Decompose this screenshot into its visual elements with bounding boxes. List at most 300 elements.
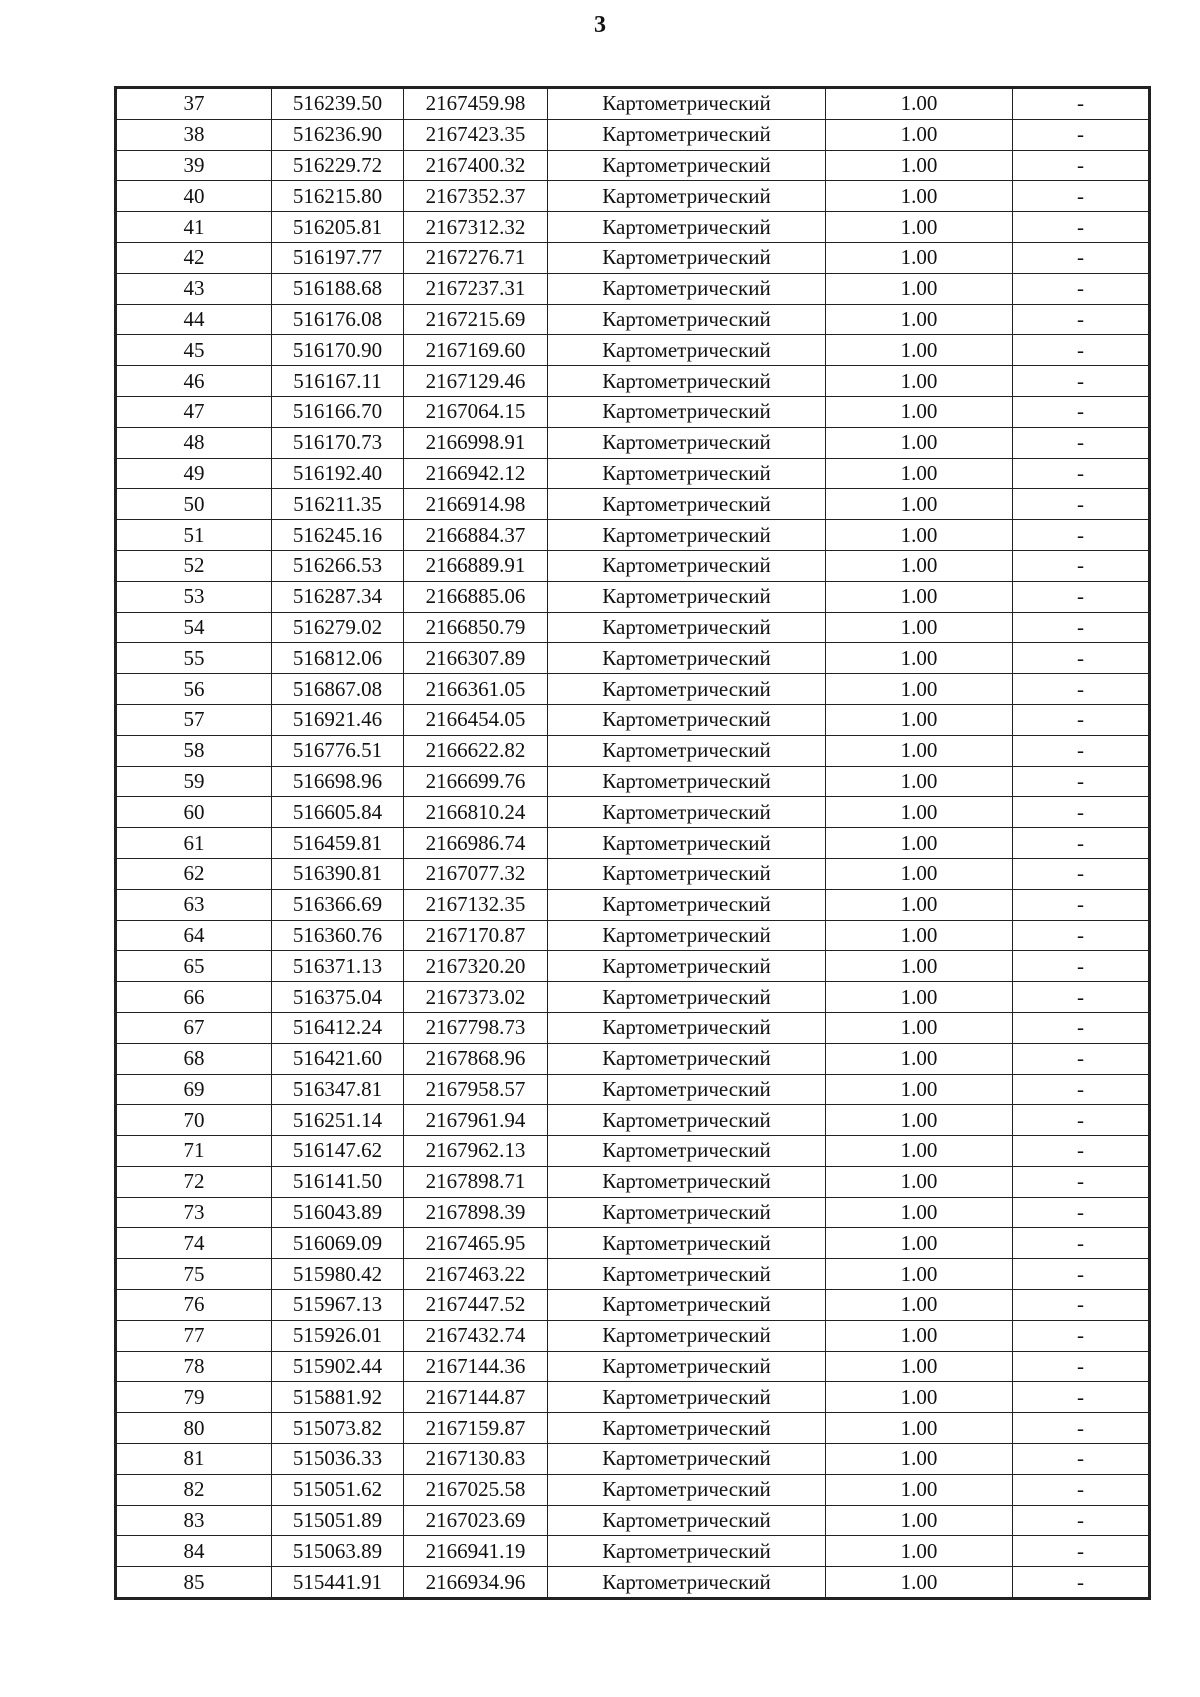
method-cell: Картометрический <box>548 212 826 243</box>
table-row <box>116 1136 1150 1167</box>
coordinate-y-cell: 2167423.35 <box>404 119 548 150</box>
method-cell: Картометрический <box>548 489 826 520</box>
coordinate-y-cell: 2167144.87 <box>404 1382 548 1413</box>
coordinate-y-cell: 2167898.71 <box>404 1166 548 1197</box>
method-cell: Картометрический <box>548 119 826 150</box>
table-row <box>116 427 1150 458</box>
coordinate-y-cell: 2166986.74 <box>404 828 548 859</box>
table-row <box>116 273 1150 304</box>
point-number-cell: 75 <box>116 1259 272 1290</box>
table-row <box>116 304 1150 335</box>
coordinate-y-cell: 2166622.82 <box>404 735 548 766</box>
accuracy-cell: 1.00 <box>826 119 1013 150</box>
method-cell: Картометрический <box>548 951 826 982</box>
coordinate-x-cell: 516921.46 <box>272 704 404 735</box>
note-cell: - <box>1013 1444 1150 1475</box>
coordinate-y-cell: 2166998.91 <box>404 427 548 458</box>
accuracy-cell: 1.00 <box>826 396 1013 427</box>
point-number-cell: 51 <box>116 520 272 551</box>
note-cell: - <box>1013 1166 1150 1197</box>
coordinate-x-cell: 516371.13 <box>272 951 404 982</box>
note-cell: - <box>1013 982 1150 1013</box>
method-cell: Картометрический <box>548 1136 826 1167</box>
point-number-cell: 42 <box>116 242 272 273</box>
point-number-cell: 50 <box>116 489 272 520</box>
method-cell: Картометрический <box>548 520 826 551</box>
note-cell: - <box>1013 1228 1150 1259</box>
point-number-cell: 45 <box>116 335 272 366</box>
note-cell: - <box>1013 1351 1150 1382</box>
note-cell: - <box>1013 1074 1150 1105</box>
point-number-cell: 41 <box>116 212 272 243</box>
point-number-cell: 60 <box>116 797 272 828</box>
accuracy-cell: 1.00 <box>826 1474 1013 1505</box>
coordinate-x-cell: 516375.04 <box>272 982 404 1013</box>
accuracy-cell: 1.00 <box>826 1382 1013 1413</box>
note-cell: - <box>1013 273 1150 304</box>
method-cell: Картометрический <box>548 1074 826 1105</box>
point-number-cell: 37 <box>116 88 272 120</box>
table-row <box>116 1382 1150 1413</box>
point-number-cell: 79 <box>116 1382 272 1413</box>
method-cell: Картометрический <box>548 304 826 335</box>
coordinate-x-cell: 515881.92 <box>272 1382 404 1413</box>
coordinate-y-cell: 2167958.57 <box>404 1074 548 1105</box>
coordinate-y-cell: 2166850.79 <box>404 612 548 643</box>
coordinate-y-cell: 2167898.39 <box>404 1197 548 1228</box>
coordinate-y-cell: 2167400.32 <box>404 150 548 181</box>
method-cell: Картометрический <box>548 1259 826 1290</box>
note-cell: - <box>1013 1012 1150 1043</box>
accuracy-cell: 1.00 <box>826 920 1013 951</box>
method-cell: Картометрический <box>548 1012 826 1043</box>
note-cell: - <box>1013 1536 1150 1567</box>
accuracy-cell: 1.00 <box>826 674 1013 705</box>
note-cell: - <box>1013 119 1150 150</box>
note-cell: - <box>1013 1320 1150 1351</box>
point-number-cell: 53 <box>116 581 272 612</box>
accuracy-cell: 1.00 <box>826 1043 1013 1074</box>
coordinate-x-cell: 515967.13 <box>272 1290 404 1321</box>
coordinate-x-cell: 516390.81 <box>272 858 404 889</box>
note-cell: - <box>1013 1382 1150 1413</box>
accuracy-cell: 1.00 <box>826 581 1013 612</box>
coordinate-y-cell: 2167320.20 <box>404 951 548 982</box>
accuracy-cell: 1.00 <box>826 1536 1013 1567</box>
method-cell: Картометрический <box>548 674 826 705</box>
coordinate-y-cell: 2166885.06 <box>404 581 548 612</box>
table-row <box>116 951 1150 982</box>
point-number-cell: 69 <box>116 1074 272 1105</box>
coordinate-y-cell: 2167132.35 <box>404 889 548 920</box>
point-number-cell: 74 <box>116 1228 272 1259</box>
note-cell: - <box>1013 88 1150 120</box>
accuracy-cell: 1.00 <box>826 520 1013 551</box>
note-cell: - <box>1013 458 1150 489</box>
accuracy-cell: 1.00 <box>826 1074 1013 1105</box>
table-row <box>116 119 1150 150</box>
table-row <box>116 1413 1150 1444</box>
coordinate-y-cell: 2167961.94 <box>404 1105 548 1136</box>
coordinate-y-cell: 2167064.15 <box>404 396 548 427</box>
point-number-cell: 70 <box>116 1105 272 1136</box>
method-cell: Картометрический <box>548 1474 826 1505</box>
accuracy-cell: 1.00 <box>826 1413 1013 1444</box>
coordinate-x-cell: 516211.35 <box>272 489 404 520</box>
table-row <box>116 550 1150 581</box>
method-cell: Картометрический <box>548 550 826 581</box>
accuracy-cell: 1.00 <box>826 612 1013 643</box>
coordinate-y-cell: 2167023.69 <box>404 1505 548 1536</box>
coordinate-y-cell: 2167868.96 <box>404 1043 548 1074</box>
coordinate-y-cell: 2167459.98 <box>404 88 548 120</box>
accuracy-cell: 1.00 <box>826 1228 1013 1259</box>
point-number-cell: 55 <box>116 643 272 674</box>
method-cell: Картометрический <box>548 1536 826 1567</box>
point-number-cell: 85 <box>116 1567 272 1599</box>
method-cell: Картометрический <box>548 889 826 920</box>
coordinate-y-cell: 2167129.46 <box>404 366 548 397</box>
accuracy-cell: 1.00 <box>826 212 1013 243</box>
coordinate-x-cell: 516266.53 <box>272 550 404 581</box>
method-cell: Картометрический <box>548 735 826 766</box>
coordinate-x-cell: 516459.81 <box>272 828 404 859</box>
accuracy-cell: 1.00 <box>826 858 1013 889</box>
accuracy-cell: 1.00 <box>826 1320 1013 1351</box>
coordinate-y-cell: 2167373.02 <box>404 982 548 1013</box>
coordinate-x-cell: 516141.50 <box>272 1166 404 1197</box>
method-cell: Картометрический <box>548 1043 826 1074</box>
coordinate-x-cell: 516192.40 <box>272 458 404 489</box>
note-cell: - <box>1013 396 1150 427</box>
table-row <box>116 366 1150 397</box>
table-row <box>116 335 1150 366</box>
method-cell: Картометрический <box>548 1351 826 1382</box>
coordinate-x-cell: 516239.50 <box>272 88 404 120</box>
accuracy-cell: 1.00 <box>826 951 1013 982</box>
point-number-cell: 46 <box>116 366 272 397</box>
note-cell: - <box>1013 581 1150 612</box>
method-cell: Картометрический <box>548 1444 826 1475</box>
table-row <box>116 150 1150 181</box>
coordinate-y-cell: 2167170.87 <box>404 920 548 951</box>
method-cell: Картометрический <box>548 858 826 889</box>
method-cell: Картометрический <box>548 181 826 212</box>
note-cell: - <box>1013 704 1150 735</box>
note-cell: - <box>1013 212 1150 243</box>
point-number-cell: 54 <box>116 612 272 643</box>
coordinate-y-cell: 2167144.36 <box>404 1351 548 1382</box>
method-cell: Картометрический <box>548 828 826 859</box>
point-number-cell: 56 <box>116 674 272 705</box>
coordinate-x-cell: 515036.33 <box>272 1444 404 1475</box>
table-row <box>116 1074 1150 1105</box>
coordinate-y-cell: 2166934.96 <box>404 1567 548 1599</box>
coordinate-y-cell: 2167130.83 <box>404 1444 548 1475</box>
note-cell: - <box>1013 1567 1150 1599</box>
note-cell: - <box>1013 766 1150 797</box>
table-row <box>116 1536 1150 1567</box>
point-number-cell: 47 <box>116 396 272 427</box>
coordinate-x-cell: 516205.81 <box>272 212 404 243</box>
method-cell: Картометрический <box>548 704 826 735</box>
coordinate-x-cell: 516698.96 <box>272 766 404 797</box>
point-number-cell: 76 <box>116 1290 272 1321</box>
point-number-cell: 78 <box>116 1351 272 1382</box>
method-cell: Картометрический <box>548 797 826 828</box>
coordinate-x-cell: 516215.80 <box>272 181 404 212</box>
accuracy-cell: 1.00 <box>826 181 1013 212</box>
point-number-cell: 40 <box>116 181 272 212</box>
note-cell: - <box>1013 1105 1150 1136</box>
note-cell: - <box>1013 1197 1150 1228</box>
method-cell: Картометрический <box>548 1505 826 1536</box>
accuracy-cell: 1.00 <box>826 304 1013 335</box>
coordinate-x-cell: 516197.77 <box>272 242 404 273</box>
point-number-cell: 52 <box>116 550 272 581</box>
coordinate-x-cell: 516166.70 <box>272 396 404 427</box>
coordinate-y-cell: 2167463.22 <box>404 1259 548 1290</box>
point-number-cell: 48 <box>116 427 272 458</box>
coordinate-x-cell: 515063.89 <box>272 1536 404 1567</box>
coordinate-x-cell: 516287.34 <box>272 581 404 612</box>
point-number-cell: 68 <box>116 1043 272 1074</box>
coordinate-x-cell: 516176.08 <box>272 304 404 335</box>
accuracy-cell: 1.00 <box>826 889 1013 920</box>
coordinate-x-cell: 516229.72 <box>272 150 404 181</box>
note-cell: - <box>1013 889 1150 920</box>
note-cell: - <box>1013 674 1150 705</box>
coordinate-y-cell: 2167432.74 <box>404 1320 548 1351</box>
table-row <box>116 396 1150 427</box>
method-cell: Картометрический <box>548 458 826 489</box>
note-cell: - <box>1013 1043 1150 1074</box>
coordinate-x-cell: 516069.09 <box>272 1228 404 1259</box>
accuracy-cell: 1.00 <box>826 550 1013 581</box>
accuracy-cell: 1.00 <box>826 766 1013 797</box>
note-cell: - <box>1013 643 1150 674</box>
table-row <box>116 1228 1150 1259</box>
note-cell: - <box>1013 797 1150 828</box>
note-cell: - <box>1013 1259 1150 1290</box>
point-number-cell: 65 <box>116 951 272 982</box>
coordinate-x-cell: 516867.08 <box>272 674 404 705</box>
method-cell: Картометрический <box>548 920 826 951</box>
accuracy-cell: 1.00 <box>826 643 1013 674</box>
point-number-cell: 58 <box>116 735 272 766</box>
coordinate-y-cell: 2167169.60 <box>404 335 548 366</box>
note-cell: - <box>1013 1474 1150 1505</box>
table-row <box>116 1290 1150 1321</box>
coordinate-y-cell: 2167237.31 <box>404 273 548 304</box>
coordinate-x-cell: 516366.69 <box>272 889 404 920</box>
method-cell: Картометрический <box>548 1290 826 1321</box>
coordinate-y-cell: 2167447.52 <box>404 1290 548 1321</box>
coordinate-y-cell: 2166454.05 <box>404 704 548 735</box>
table-row <box>116 704 1150 735</box>
method-cell: Картометрический <box>548 1320 826 1351</box>
coordinate-x-cell: 516360.76 <box>272 920 404 951</box>
coordinate-y-cell: 2166914.98 <box>404 489 548 520</box>
accuracy-cell: 1.00 <box>826 1136 1013 1167</box>
point-number-cell: 61 <box>116 828 272 859</box>
coordinate-x-cell: 516245.16 <box>272 520 404 551</box>
method-cell: Картометрический <box>548 1166 826 1197</box>
table-row <box>116 520 1150 551</box>
method-cell: Картометрический <box>548 396 826 427</box>
coordinate-x-cell: 516167.11 <box>272 366 404 397</box>
note-cell: - <box>1013 1290 1150 1321</box>
coordinates-table-body <box>116 88 1150 1599</box>
point-number-cell: 38 <box>116 119 272 150</box>
table-row <box>116 581 1150 612</box>
coordinate-x-cell: 515902.44 <box>272 1351 404 1382</box>
point-number-cell: 49 <box>116 458 272 489</box>
coordinate-y-cell: 2167352.37 <box>404 181 548 212</box>
table-row <box>116 1320 1150 1351</box>
note-cell: - <box>1013 520 1150 551</box>
coordinate-y-cell: 2167312.32 <box>404 212 548 243</box>
coordinate-x-cell: 515926.01 <box>272 1320 404 1351</box>
point-number-cell: 63 <box>116 889 272 920</box>
coordinate-y-cell: 2166884.37 <box>404 520 548 551</box>
method-cell: Картометрический <box>548 1105 826 1136</box>
accuracy-cell: 1.00 <box>826 1012 1013 1043</box>
accuracy-cell: 1.00 <box>826 797 1013 828</box>
page-number: 3 <box>594 12 606 38</box>
note-cell: - <box>1013 150 1150 181</box>
accuracy-cell: 1.00 <box>826 366 1013 397</box>
accuracy-cell: 1.00 <box>826 982 1013 1013</box>
note-cell: - <box>1013 735 1150 766</box>
point-number-cell: 43 <box>116 273 272 304</box>
accuracy-cell: 1.00 <box>826 1105 1013 1136</box>
table-row <box>116 766 1150 797</box>
method-cell: Картометрический <box>548 1567 826 1599</box>
accuracy-cell: 1.00 <box>826 458 1013 489</box>
method-cell: Картометрический <box>548 1382 826 1413</box>
coordinate-x-cell: 516251.14 <box>272 1105 404 1136</box>
method-cell: Картометрический <box>548 766 826 797</box>
method-cell: Картометрический <box>548 1228 826 1259</box>
note-cell: - <box>1013 489 1150 520</box>
coordinate-x-cell: 516421.60 <box>272 1043 404 1074</box>
coordinate-x-cell: 515051.89 <box>272 1505 404 1536</box>
table-row <box>116 1567 1150 1599</box>
point-number-cell: 72 <box>116 1166 272 1197</box>
note-cell: - <box>1013 920 1150 951</box>
table-row <box>116 1259 1150 1290</box>
coordinate-x-cell: 516812.06 <box>272 643 404 674</box>
coordinate-y-cell: 2166361.05 <box>404 674 548 705</box>
note-cell: - <box>1013 550 1150 581</box>
method-cell: Картометрический <box>548 427 826 458</box>
accuracy-cell: 1.00 <box>826 704 1013 735</box>
accuracy-cell: 1.00 <box>826 427 1013 458</box>
method-cell: Картометрический <box>548 273 826 304</box>
coordinate-y-cell: 2167025.58 <box>404 1474 548 1505</box>
note-cell: - <box>1013 612 1150 643</box>
table-row <box>116 920 1150 951</box>
coordinate-y-cell: 2167798.73 <box>404 1012 548 1043</box>
note-cell: - <box>1013 1136 1150 1167</box>
note-cell: - <box>1013 951 1150 982</box>
method-cell: Картометрический <box>548 612 826 643</box>
method-cell: Картометрический <box>548 982 826 1013</box>
coordinate-y-cell: 2167159.87 <box>404 1413 548 1444</box>
accuracy-cell: 1.00 <box>826 273 1013 304</box>
point-number-cell: 66 <box>116 982 272 1013</box>
coordinates-table <box>114 86 1151 1600</box>
table-row <box>116 1505 1150 1536</box>
method-cell: Картометрический <box>548 335 826 366</box>
coordinate-x-cell: 515073.82 <box>272 1413 404 1444</box>
table-row <box>116 1474 1150 1505</box>
point-number-cell: 80 <box>116 1413 272 1444</box>
method-cell: Картометрический <box>548 1413 826 1444</box>
note-cell: - <box>1013 181 1150 212</box>
table-row <box>116 1351 1150 1382</box>
point-number-cell: 44 <box>116 304 272 335</box>
coordinate-x-cell: 516776.51 <box>272 735 404 766</box>
table-row <box>116 735 1150 766</box>
accuracy-cell: 1.00 <box>826 335 1013 366</box>
table-row <box>116 489 1150 520</box>
accuracy-cell: 1.00 <box>826 828 1013 859</box>
coordinate-x-cell: 515441.91 <box>272 1567 404 1599</box>
coordinate-y-cell: 2166699.76 <box>404 766 548 797</box>
coordinate-x-cell: 516605.84 <box>272 797 404 828</box>
coordinate-y-cell: 2166307.89 <box>404 643 548 674</box>
accuracy-cell: 1.00 <box>826 735 1013 766</box>
note-cell: - <box>1013 242 1150 273</box>
note-cell: - <box>1013 828 1150 859</box>
point-number-cell: 71 <box>116 1136 272 1167</box>
table-row <box>116 982 1150 1013</box>
accuracy-cell: 1.00 <box>826 489 1013 520</box>
table-row <box>116 1012 1150 1043</box>
table-row <box>116 643 1150 674</box>
coordinate-x-cell: 516347.81 <box>272 1074 404 1105</box>
table-row <box>116 88 1150 120</box>
table-row <box>116 181 1150 212</box>
table-row <box>116 1197 1150 1228</box>
point-number-cell: 59 <box>116 766 272 797</box>
coordinate-x-cell: 516170.73 <box>272 427 404 458</box>
accuracy-cell: 1.00 <box>826 88 1013 120</box>
method-cell: Картометрический <box>548 150 826 181</box>
coordinate-y-cell: 2167276.71 <box>404 242 548 273</box>
accuracy-cell: 1.00 <box>826 1351 1013 1382</box>
coordinate-y-cell: 2166889.91 <box>404 550 548 581</box>
coordinate-x-cell: 515051.62 <box>272 1474 404 1505</box>
note-cell: - <box>1013 304 1150 335</box>
note-cell: - <box>1013 1413 1150 1444</box>
coordinate-x-cell: 516147.62 <box>272 1136 404 1167</box>
coordinate-x-cell: 516188.68 <box>272 273 404 304</box>
coordinate-y-cell: 2166810.24 <box>404 797 548 828</box>
coordinate-y-cell: 2166941.19 <box>404 1536 548 1567</box>
point-number-cell: 64 <box>116 920 272 951</box>
coordinate-y-cell: 2167077.32 <box>404 858 548 889</box>
method-cell: Картометрический <box>548 242 826 273</box>
coordinate-x-cell: 516412.24 <box>272 1012 404 1043</box>
note-cell: - <box>1013 335 1150 366</box>
accuracy-cell: 1.00 <box>826 1166 1013 1197</box>
coordinate-y-cell: 2166942.12 <box>404 458 548 489</box>
method-cell: Картометрический <box>548 643 826 674</box>
accuracy-cell: 1.00 <box>826 1290 1013 1321</box>
